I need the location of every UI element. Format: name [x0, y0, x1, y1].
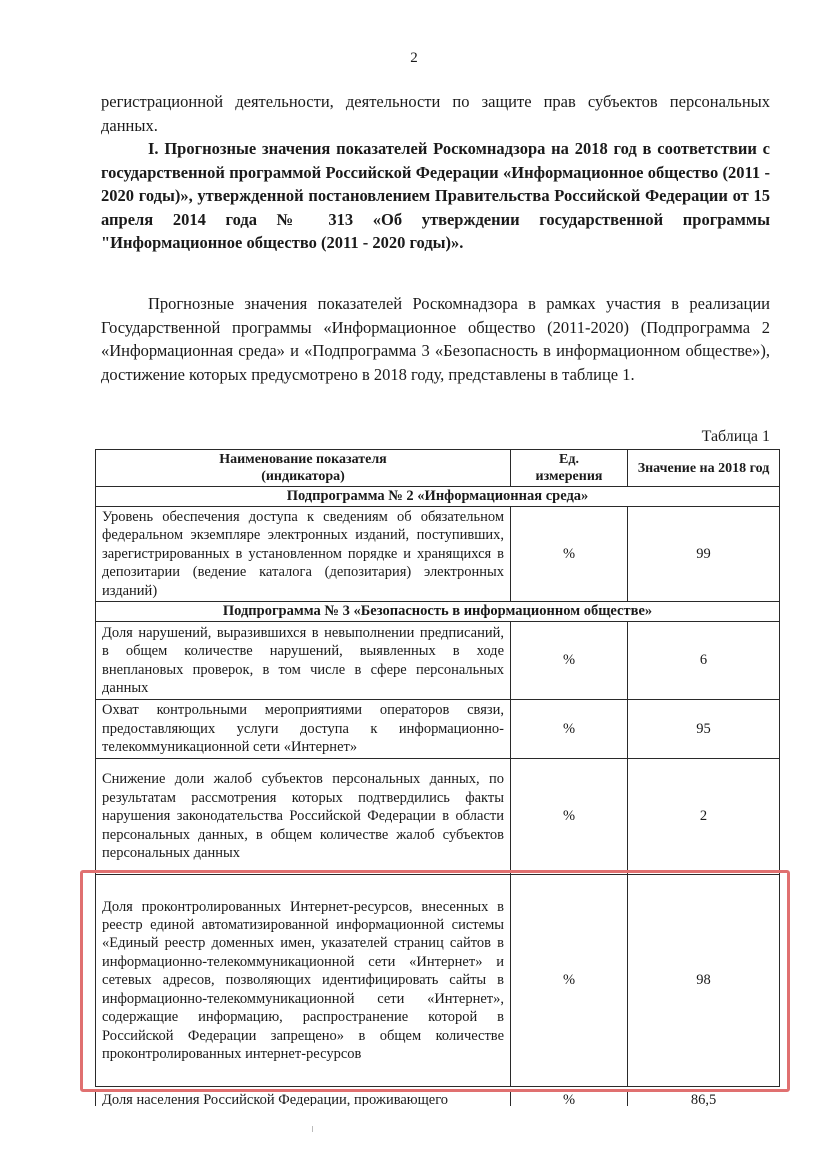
- row-6-name: Доля населения Российской Федерации, проживающего: [96, 1091, 511, 1107]
- row-4-name: Снижение доли жалоб субъектов персональных данных, по результатам рассмотрения которых подтвердились факты нарушения законодательства Российской Федерации в области персональных данных, в общем количестве жалоб субъектов персональных данных: [96, 759, 511, 875]
- row-2-value: 6: [628, 622, 780, 700]
- row-2-name: Доля нарушений, выразившихся в невыполнении предписаний, в общем количестве нарушений, выявленных в ходе внеплановых проверок, в том числе в сфере персональных данных: [96, 622, 511, 700]
- table-row: [96, 700, 780, 759]
- scan-artifact: [312, 1126, 313, 1132]
- row-2-unit: %: [511, 622, 628, 700]
- table-caption: Таблица 1: [701, 428, 770, 445]
- row-6-value: 86,5: [628, 1091, 780, 1107]
- indicators-table: [95, 449, 780, 1087]
- row-5-unit: %: [511, 875, 628, 1087]
- subprogram-row: [96, 602, 780, 622]
- intro-paragraph: регистрационной деятельности, деятельности по защите прав субъектов персональных данных.: [101, 92, 770, 135]
- header-name: Наименование показателя (индикатора): [96, 450, 511, 487]
- row-5-name: Доля проконтролированных Интернет-ресурсов, внесенных в реестр единой автоматизированной информационной системы «Единый реестр доменных имен, указателей страниц сайтов в информационно-телекоммуникационной сети «Интернет» и сетевых адресов, позволяющих идентифицировать сайты в информационно-телекоммуникационной сети «Интернет», содержащие информацию, распространение которой в Российской Федерации запрещено» в общем количестве проконтролированных интернет-ресурсов: [96, 875, 511, 1087]
- subprogram-row: [96, 487, 780, 507]
- table-row: [96, 622, 780, 700]
- row-4-unit: %: [511, 759, 628, 875]
- row-3-name: Охват контрольными мероприятиями операторов связи, предоставляющих услуги доступа к информационно-телекоммуникационной сети «Интернет»: [96, 700, 511, 759]
- row-1-value: 99: [628, 507, 780, 602]
- header-value: Значение на 2018 год: [628, 450, 780, 487]
- row-4-value: 2: [628, 759, 780, 875]
- indicators-table-continued: [95, 1090, 779, 1106]
- row-3-unit: %: [511, 700, 628, 759]
- subprogram-2-title: Подпрограмма № 2 «Информационная среда»: [96, 487, 780, 507]
- section-heading: I. Прогнозные значения показателей Роскомнадзора на 2018 год в соответствии с государственной программой Российской Федерации «Информационное общество (2011 - 2020 годы)», утвержденной постановлением Правительства Российской Федерации от 15 апреля 2014 года № 313 «Об утверждении государственной программы "Информационное общество (2011 - 2020 годы)».: [101, 139, 770, 252]
- table-row-highlighted: [96, 875, 780, 1087]
- row-1-unit: %: [511, 507, 628, 602]
- row-6-unit: %: [511, 1091, 628, 1107]
- table-row: [96, 759, 780, 875]
- table-row: [96, 507, 780, 602]
- table-row: [96, 1091, 780, 1107]
- subprogram-3-title: Подпрограмма № 3 «Безопасность в информационном обществе»: [96, 602, 780, 622]
- header-unit: Ед. измерения: [511, 450, 628, 487]
- body-paragraph: Прогнозные значения показателей Роскомнадзора в рамках участия в реализации Государственной программы «Информационное общество (2011-2020) (Подпрограмма 2 «Информационная среда» и «Подпрограмма 3 «Безопасность в информационном обществе»), достижение которых предусмотрено в 2018 году, представлены в таблице 1.: [101, 294, 770, 384]
- table-header-row: [96, 450, 780, 487]
- row-5-value: 98: [628, 875, 780, 1087]
- row-1-name: Уровень обеспечения доступа к сведениям об обязательном федеральном экземпляре электронных изданий, поступивших, зарегистрированных в установленном порядке и хранящихся в депозитарии (ведение каталога (депозитария) электронных изданий): [96, 507, 511, 602]
- cut-off-row-wrap: [95, 1090, 779, 1106]
- row-3-value: 95: [628, 700, 780, 759]
- page-number: 2: [410, 50, 418, 66]
